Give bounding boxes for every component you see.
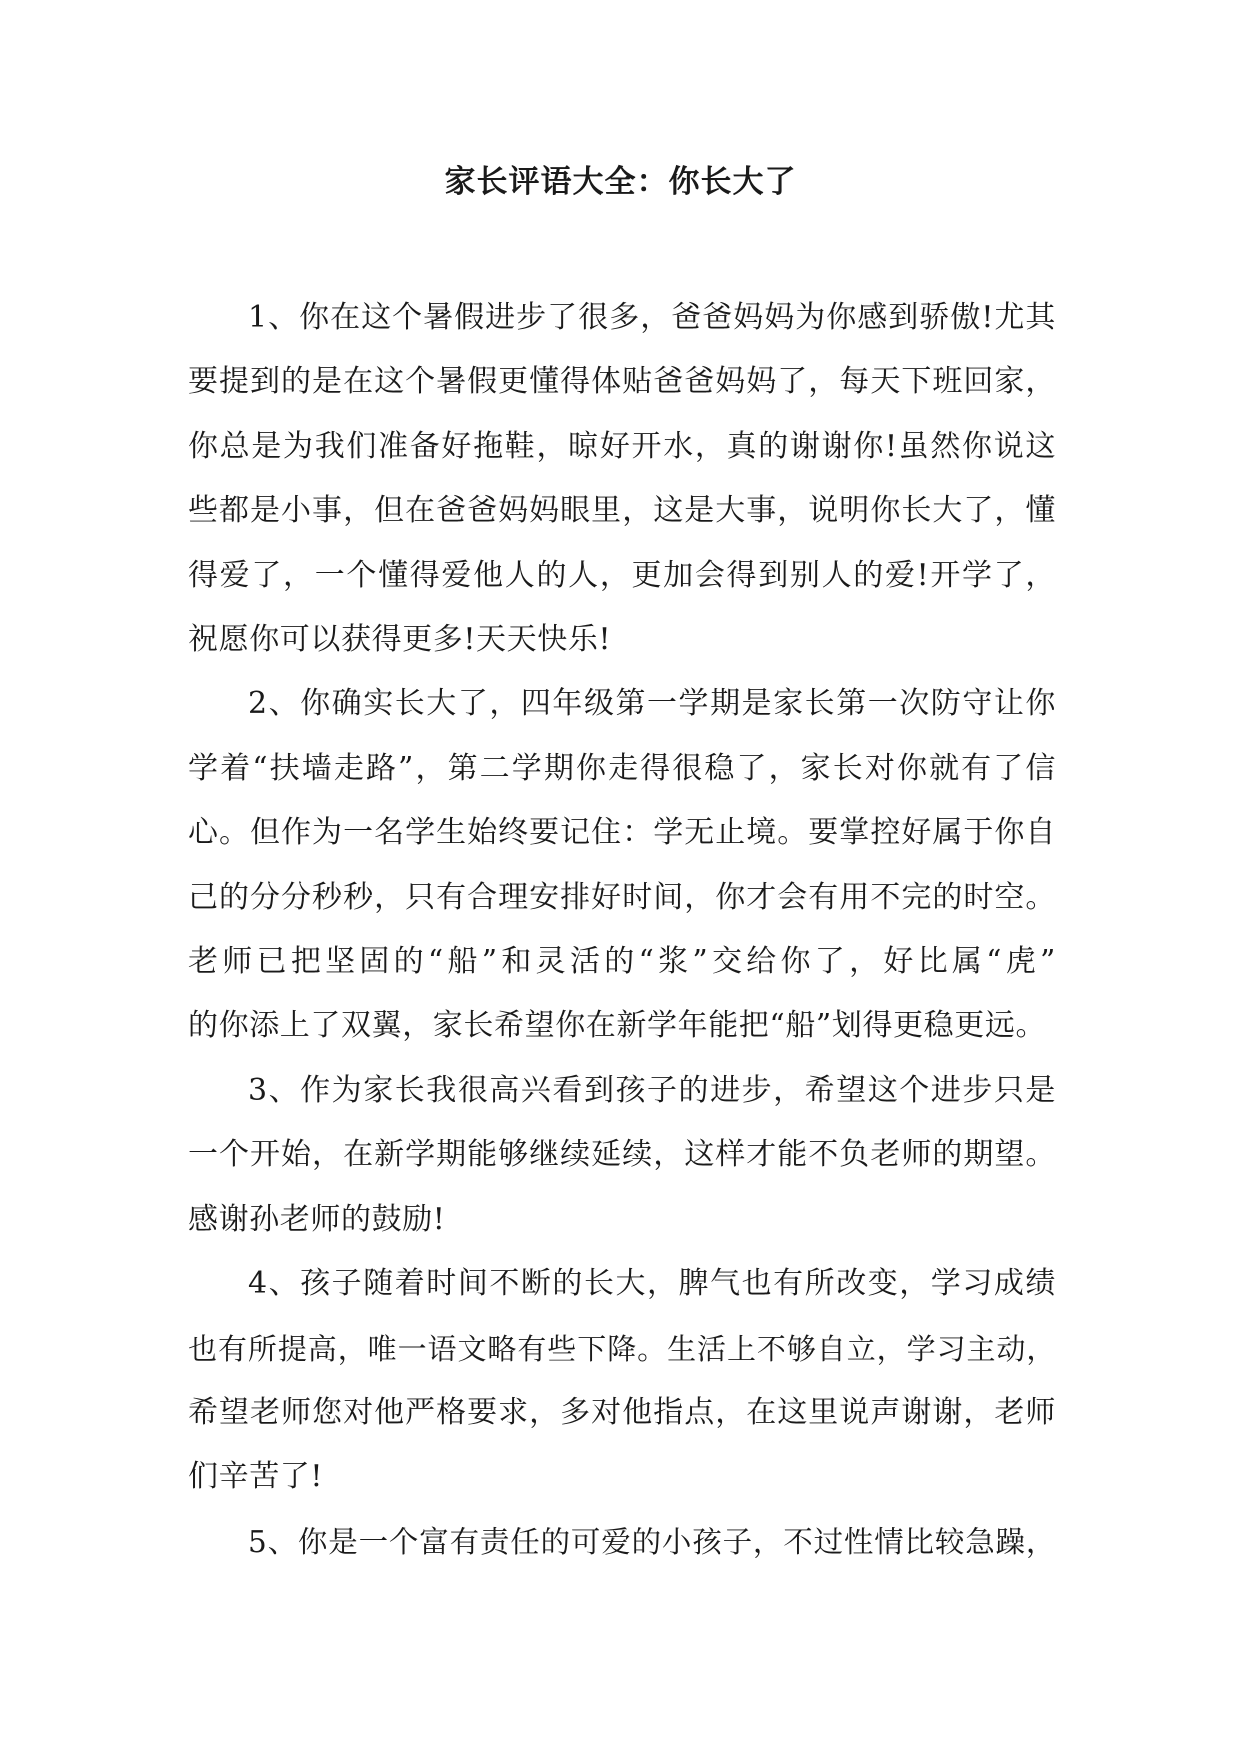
text-line: 心。但作为一名学生始终要记住：学无止境。要掌控好属于你自 <box>188 815 1056 851</box>
text-line: 一个开始，在新学期能够继续延续，这样才能不负老师的期望。 <box>188 1137 1056 1173</box>
text-line: 得爱了，一个懂得爱他人的人，更加会得到别人的爱!开学了， <box>188 557 1056 593</box>
text-line: 也有所提高，唯一语文略有些下降。生活上不够自立，学习主动， <box>188 1331 1056 1366</box>
paragraph-2 <box>188 672 1056 1058</box>
text-line: 希望老师您对他严格要求，多对他指点，在这里说声谢谢，老师 <box>188 1394 1056 1430</box>
paragraph-3 <box>188 1059 1056 1252</box>
text-line: 们辛苦了! <box>188 1459 324 1495</box>
paragraph-4 <box>188 1252 1056 1510</box>
text-line: 感谢孙老师的鼓励! <box>188 1201 446 1237</box>
text-line: 你总是为我们准备好拖鞋，晾好开水，真的谢谢你!虽然你说这 <box>188 428 1056 464</box>
text-line: 学着“扶墙走路”，第二学期你走得很稳了，家长对你就有了信 <box>188 750 1056 786</box>
text-line: 2、你确实长大了，四年级第一学期是家长第一次防守让你 <box>248 686 1056 722</box>
text-line: 些都是小事，但在爸爸妈妈眼里，这是大事，说明你长大了，懂 <box>188 493 1056 529</box>
document-title: 家长评语大全：你长大了 <box>444 164 797 200</box>
text-line: 要提到的是在这个暑假更懂得体贴爸爸妈妈了，每天下班回家， <box>188 364 1056 400</box>
text-line: 己的分分秒秒，只有合理安排好时间，你才会有用不完的时空。 <box>188 879 1056 915</box>
paragraph-5 <box>188 1510 1056 1574</box>
text-line: 4、孩子随着时间不断的长大，脾气也有所改变，学习成绩 <box>248 1266 1056 1302</box>
paragraph-1 <box>188 286 1056 672</box>
text-line: 5、你是一个富有责任的可爱的小孩子，不过性情比较急躁， <box>248 1524 1056 1559</box>
text-line: 1、你在这个暑假进步了很多，爸爸妈妈为你感到骄傲!尤其 <box>248 300 1056 335</box>
text-line: 老师已把坚固的“船”和灵活的“浆”交给你了，好比属“虎” <box>188 944 1056 980</box>
text-line: 3、作为家长我很高兴看到孩子的进步，希望这个进步只是 <box>248 1072 1056 1108</box>
text-line: 的你添上了双翼，家长希望你在新学年能把“船”划得更稳更远。 <box>188 1008 1047 1044</box>
document-body <box>188 286 1056 1574</box>
text-line: 祝愿你可以获得更多!天天快乐! <box>188 622 612 658</box>
